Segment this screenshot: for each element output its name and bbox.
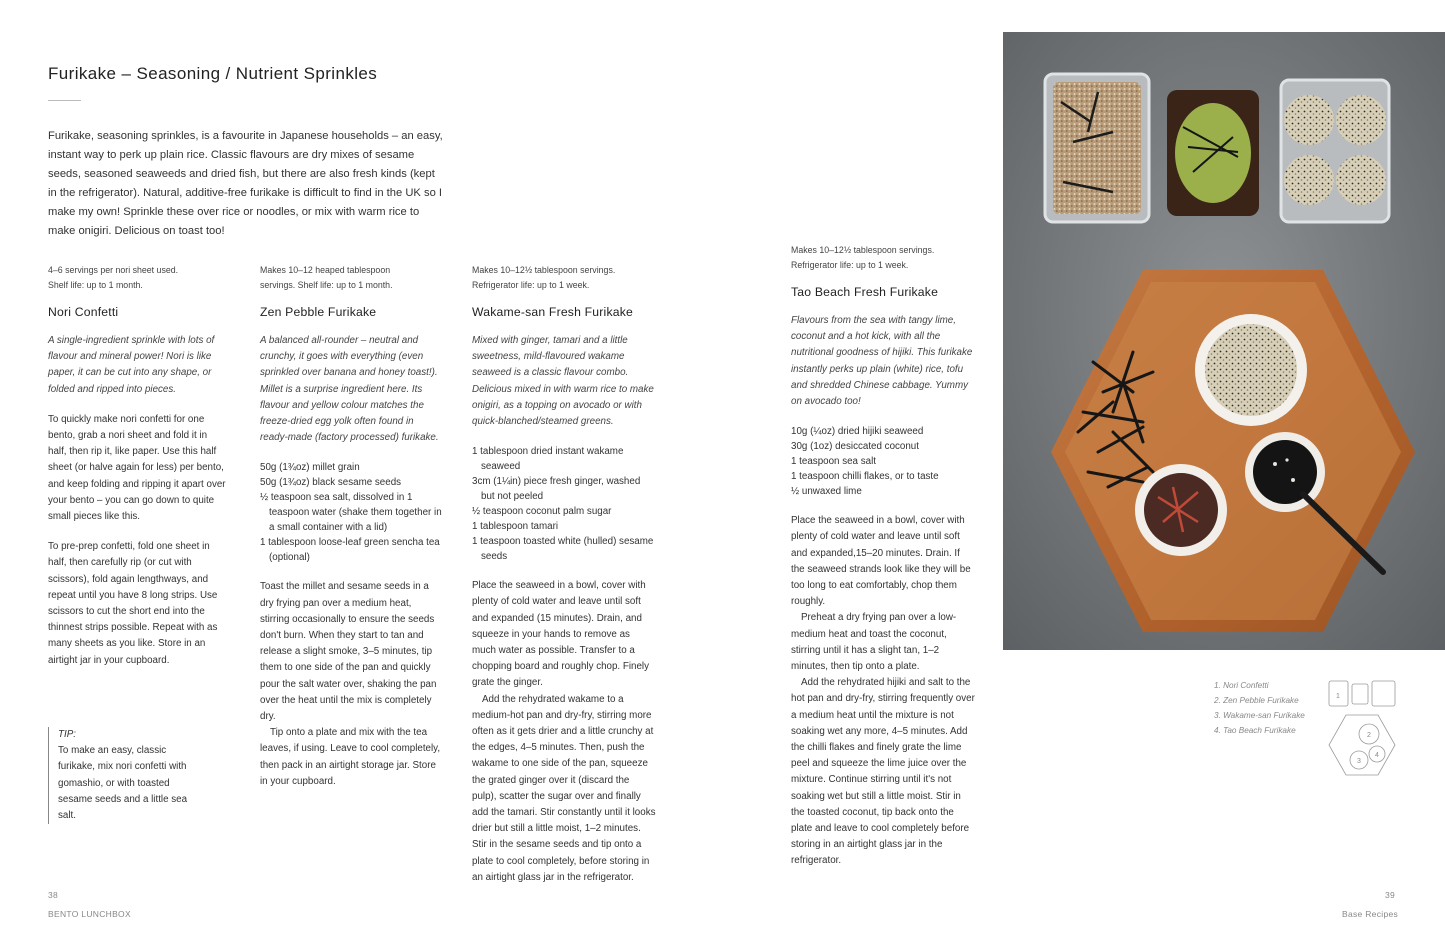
photo-key-diagram — [1326, 678, 1398, 778]
recipe-tao-beach — [791, 243, 975, 870]
recipe-intro: A balanced all-rounder – neutral and crunchy, it goes with everything (even sprinkled over banana and honey toast!). Millet is a surprise ingredient here. Its flavour and yellow colour matches the freeze-dried egg yolk often found in ready-made (factory processed) furikake. — [260, 335, 439, 444]
key-number: 1 — [1336, 693, 1340, 700]
ingredient-item: 3cm (1¼in) piece fresh ginger, washed but not peeled — [472, 476, 641, 503]
ingredient-list — [260, 460, 442, 565]
furikake-photo — [1003, 32, 1445, 650]
ingredient-item: 50g (1¾oz) black sesame seeds — [260, 477, 402, 489]
key-item: 2. Zen Pebble Furikake — [1214, 696, 1299, 705]
page-number-right: 39 — [1385, 890, 1396, 900]
ingredient-item: 1 teaspoon toasted white (hulled) sesame seeds — [472, 536, 654, 563]
food-photograph — [1003, 32, 1445, 650]
method-paragraph: To pre-prep confetti, fold one sheet in half, then carefully rip (or cut with scissors), fold again lengthways, and repeat until you have 8 long strips. Use scissors to cut the short end into the thinnest strips possible. Repeat with as many sheets as you like. Store in an airtight jar in your cupboard. — [48, 541, 218, 666]
method-paragraph: Preheat a dry frying pan over a low-medium heat and toast the coconut, stirring until it has a slight tan, 1–2 minutes, then tip onto a plate. — [791, 612, 957, 673]
recipe-intro: Flavours from the sea with tangy lime, coconut and a hot kick, with all the nutritional goodness of hijiki. This furikake instantly perks up plain (white) rice, tofu and shredded Chinese cabbage. Yummy on avocado too! — [791, 315, 973, 408]
intro-paragraph: Furikake, seasoning sprinkles, is a favourite in Japanese households – an easy, instant way to perk up plain rice. Classic flavours are dry mixes of sesame seeds, seasoned seaweeds and dried fish, but there are also fresh kinds (kept in the refrigerator). Natural, additive-free furikake is difficult to find in the UK so I make my own! Sprinkle these over rice or noodles, or mix with warm rice to make onigiri. Delicious on toast too! — [48, 130, 443, 237]
recipe-wakame-san — [472, 263, 656, 886]
ingredient-item: ½ teaspoon sea salt, dissolved in 1 teaspoon water (shake them together in a small container with a lid) — [260, 492, 442, 534]
page-number-left: 38 — [48, 890, 59, 900]
method-paragraph: Tip onto a plate and mix with the tea leaves, if using. Leave to cool completely, then pack in an airtight storage jar. Store in your cupboard. — [260, 727, 441, 787]
recipe-meta: servings. Shelf life: up to 1 month. — [260, 280, 393, 290]
recipe-nori-confetti — [48, 263, 228, 669]
bento-box-rice — [1045, 74, 1149, 222]
ingredient-item: ½ unwaxed lime — [791, 486, 862, 498]
tip-box — [48, 727, 193, 824]
recipe-title: Tao Beach Fresh Furikake — [791, 285, 939, 299]
tip-label: TIP: — [58, 729, 76, 740]
ingredient-item: ½ teaspoon coconut palm sugar — [472, 506, 612, 518]
recipe-title: Zen Pebble Furikake — [260, 305, 377, 319]
recipe-meta: Makes 10–12½ tablespoon servings. — [791, 245, 935, 255]
ingredient-list — [472, 444, 656, 564]
running-footer-left: BENTO LUNCHBOX — [48, 909, 131, 919]
ingredient-item: 1 teaspoon chilli flakes, or to taste — [791, 471, 939, 483]
recipe-meta: Makes 10–12 heaped tablespoon — [260, 265, 391, 275]
ingredient-list — [791, 424, 975, 499]
recipe-zen-pebble — [260, 263, 442, 790]
recipe-title: Wakame-san Fresh Furikake — [472, 305, 633, 319]
ingredient-item: 1 teaspoon sea salt — [791, 456, 876, 468]
ingredient-item: 50g (1¾oz) millet grain — [260, 462, 360, 474]
key-number: 4 — [1375, 752, 1379, 759]
recipe-meta: 4–6 servings per nori sheet used. — [48, 265, 179, 275]
key-item: 3. Wakame-san Furikake — [1214, 711, 1305, 720]
ingredient-item: 1 tablespoon dried instant wakame seaweed — [472, 446, 624, 473]
recipe-meta: Makes 10–12½ tablespoon servings. — [472, 265, 616, 275]
ingredient-item: 1 tablespoon tamari — [472, 521, 559, 533]
key-item: 1. Nori Confetti — [1214, 681, 1269, 690]
recipe-meta: Shelf life: up to 1 month. — [48, 280, 143, 290]
recipe-title: Nori Confetti — [48, 305, 119, 319]
photo-key — [1214, 678, 1305, 738]
recipe-meta: Refrigerator life: up to 1 week. — [791, 260, 909, 270]
method-paragraph: Toast the millet and sesame seeds in a dry frying pan over a medium heat, stirring occasionally to ensure the seeds don't burn. When they start to tan and release a slight smoke, 3–5 minutes, tip them to one side of the pan and quickly pour the salt water over, shaking the pan over the heat until the mix is completely dry. — [260, 581, 437, 723]
toast-avocado — [1167, 90, 1259, 216]
recipe-meta: Refrigerator life: up to 1 week. — [472, 280, 590, 290]
recipe-intro: Mixed with ginger, tamari and a little sweetness, mild-flavoured wakame seaweed is a classic flavour combo. Delicious mixed in with warm rice to make onigiri, as a topping on avocado or with quick-blanched/steamed greens. — [472, 335, 654, 428]
ingredient-item: 10g (¼oz) dried hijiki seaweed — [791, 426, 924, 438]
method-paragraph: To quickly make nori confetti for one bento, grab a nori sheet and fold it in half, then rip it, like paper. Use this half sheet (or halve again for less) per bento, and keep folding and ripping it apart over your bento – you can go down to quite small pieces like this. — [48, 413, 226, 523]
method-paragraph: Add the rehydrated hijiki and salt to the hot pan and dry-fry, stirring frequently over a medium heat until the mixture is not soaking wet any more, 4–5 minutes. Add the chilli flakes and finely grate the lime peel and squeeze the lime juice over the mixture. Continue stirring until it's not soaking wet but still a little moist. Stir in the toasted coconut, tip back onto the plate and leave to cool completely before storing in an airtight glass jar in the refrigerator. — [791, 677, 975, 867]
key-item: 4. Tao Beach Furikake — [1214, 726, 1296, 735]
ingredient-item: 1 tablespoon loose-leaf green sencha tea (optional) — [260, 537, 440, 564]
bento-box-onigiri — [1281, 80, 1389, 222]
ingredient-item: 30g (1oz) desiccated coconut — [791, 441, 919, 453]
method-paragraph: Add the rehydrated wakame to a medium-hot pan and dry-fry, stirring more often as it gets drier and a little crunchy at the edges, 4–5 minutes. Then, push the wakame to one side of the pan, squeeze the grated ginger over it (discard the pulp), scatter the sugar over and finally add the tamari. Stir constantly until it looks drier but still a little moist, 1–2 minutes. Stir in the sesame seeds and tip onto a plate to cool completely, before storing in an airtight glass jar in the refrigerator. — [472, 693, 656, 883]
title-divider — [48, 100, 81, 101]
tip-text: To make an easy, classic furikake, mix nori confetti with gomashio, or with toasted sesame seeds and a little sea salt. — [58, 745, 188, 822]
key-number: 2 — [1367, 732, 1371, 739]
method-paragraph: Place the seaweed in a bowl, cover with plenty of cold water and leave until soft and expanded,15–20 minutes. Drain. If the seaweed strands look like they will be too long to eat comfortably, chop them roughly. — [791, 515, 971, 608]
recipe-intro: A single-ingredient sprinkle with lots of flavour and mineral power! Nori is like paper, it can be cut into any shape, or folded and ripped into pieces. — [48, 335, 215, 395]
bowl-wakame — [1135, 464, 1227, 556]
method-paragraph: Place the seaweed in a bowl, cover with plenty of cold water and leave until soft and expanded (15 minutes). Drain, and squeeze in your hands to remove as much water as possible. Transfer to a chopping board and roughly chop. Finely grate the ginger. — [472, 580, 650, 689]
key-number: 3 — [1357, 758, 1361, 765]
page-title: Furikake – Seasoning / Nutrient Sprinkles — [48, 64, 378, 83]
bowl-zen-pebble — [1195, 314, 1307, 426]
running-footer-right: Base Recipes — [1342, 909, 1399, 919]
